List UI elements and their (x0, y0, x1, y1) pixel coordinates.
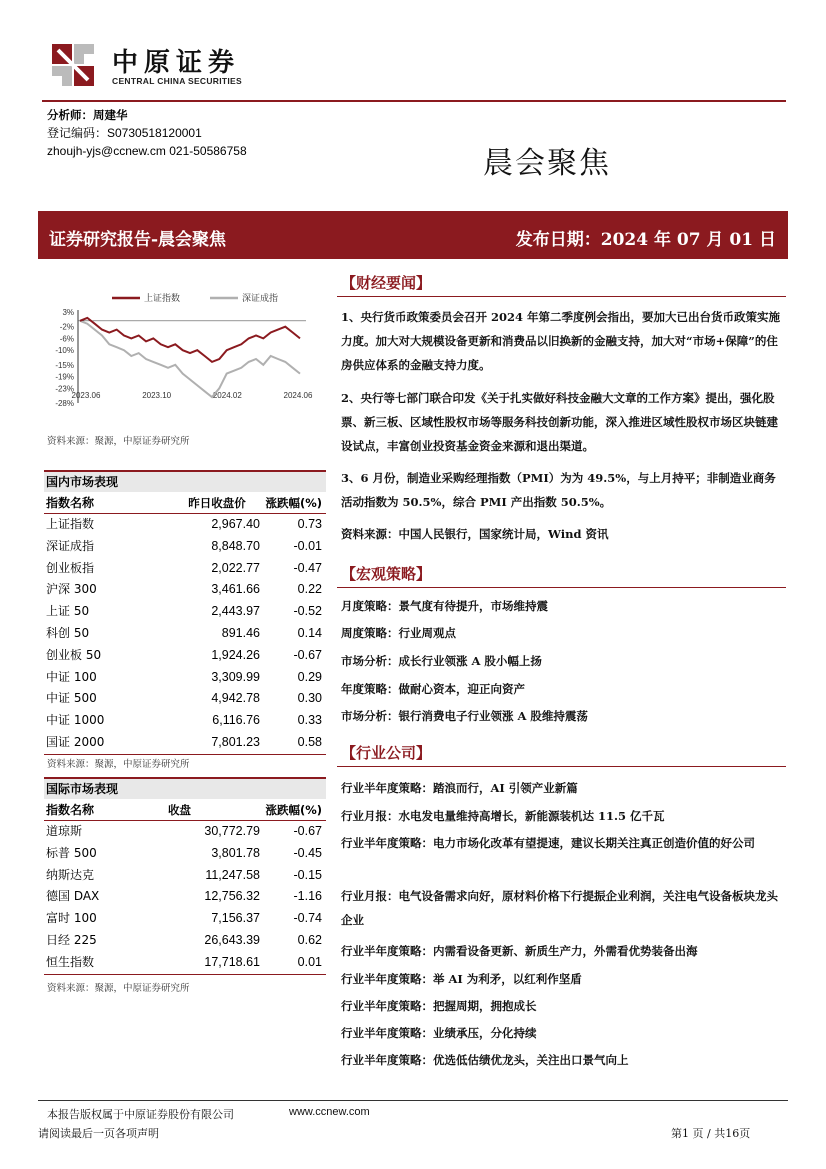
industry-item-4: 行业月报：电气设备需求向好，原材料价格下行提振企业利润，关注电气设备板块龙头企业 (341, 889, 778, 927)
domestic-table-header (44, 492, 326, 514)
index-name-cell: 德国 DAX (46, 889, 100, 904)
news-item-2: 2、央行等七部门联合印发《关于扎实做好科技金融大文章的工作方案》提出，强化股票、新三板、区域性股权市场等服务科技创新功能，深入推进区域性股权市场区块链建设试点，丰富创业投资基金资金来源和退出渠道。 (341, 391, 778, 453)
table-row (44, 843, 326, 865)
section-divider (337, 766, 786, 767)
footer-copyright: 本报告版权属于中原证券股份有限公司 (47, 1108, 234, 1121)
close-value-cell: 3,461.66 (211, 582, 260, 597)
footer-disclaimer: 请阅读最后一页各项声明 (38, 1127, 159, 1140)
index-name-cell: 富时 100 (46, 911, 97, 926)
table-row (44, 514, 326, 536)
index-name-cell: 科创 50 (46, 625, 90, 640)
index-name-cell: 中证 100 (46, 669, 97, 684)
y-tick-label: -23% (55, 384, 74, 394)
y-tick-label: -28% (55, 399, 74, 408)
index-name-cell: 上证 50 (46, 604, 90, 619)
change-cell: -0.52 (293, 604, 322, 619)
close-value-cell: 17,718.61 (204, 954, 260, 969)
table-bottom-rule (44, 974, 326, 975)
y-tick-label: -2% (59, 322, 74, 332)
index-name-cell: 国证 2000 (46, 734, 105, 749)
industry-item-2: 行业月报：水电发电量维持高增长，新能源装机达 11.5 亿千瓦 (341, 809, 665, 823)
analyst-contact: zhoujh-yjs@ccnew.cm 021-50586758 (47, 144, 247, 158)
close-value-cell: 3,309.99 (211, 669, 260, 684)
x-tick-label: 2023.10 (142, 391, 172, 400)
footer-page-number: 第1 页 / 共16页 (671, 1127, 751, 1140)
close-value-cell: 7,801.23 (211, 734, 260, 749)
index-name-cell: 上证指数 (46, 517, 95, 531)
logo-mark-icon (48, 40, 98, 90)
close-value-cell: 1,924.26 (211, 647, 260, 662)
international-source: 资料来源：聚源，中原证券研究所 (47, 983, 190, 994)
change-cell: -0.47 (293, 560, 322, 575)
y-tick-label: -6% (59, 334, 74, 344)
table-row (44, 710, 326, 732)
index-name-cell: 恒生指数 (46, 954, 95, 969)
macro-item-3: 市场分析：成长行业领涨 A 股小幅上扬 (341, 654, 542, 668)
change-cell: -0.15 (293, 867, 322, 882)
change-cell: -0.01 (293, 538, 322, 553)
table-row (44, 536, 326, 558)
close-value-cell: 7,156.37 (211, 911, 260, 926)
header-divider (42, 100, 786, 102)
industry-item-7: 行业半年度策略：把握周期，拥抱成长 (341, 999, 537, 1013)
table-row (44, 579, 326, 601)
index-name-cell: 标普 500 (46, 845, 97, 860)
change-cell: -1.16 (293, 889, 322, 904)
close-value-cell: 8,848.70 (211, 538, 260, 553)
news-item-1: 1、央行货币政策委员会召开 2024 年第二季度例会指出，要加大已出台货币政策实施力度。加大对大规模设备更新和消费品以旧换新的金融支持，加大对“市场+保障”的住房供应体系的金融支持力度。 (341, 310, 781, 372)
change-cell: -0.67 (293, 824, 322, 838)
industry-item-1: 行业半年度策略：踏浪而行，AI 引领产业新篇 (341, 781, 578, 795)
index-name-cell: 沪深 300 (46, 582, 97, 597)
change-cell: 0.01 (297, 954, 322, 969)
close-value-cell: 6,116.76 (212, 713, 260, 728)
table-row (44, 952, 326, 974)
publish-date: 发布日期：2024 年 07 月 01 日 (515, 230, 776, 250)
table-row (44, 558, 326, 580)
index-name-cell: 纳斯达克 (46, 867, 95, 882)
macro-heading: 【宏观策略】 (341, 565, 432, 583)
header-index-name: 指数名称 (46, 496, 95, 510)
close-value-cell: 30,772.79 (204, 824, 260, 838)
chart-source: 资料来源：聚源，中原证券研究所 (47, 436, 190, 447)
macro-item-5: 市场分析：银行消费电子行业领涨 A 股维持震荡 (341, 709, 588, 723)
close-value-cell: 2,443.97 (211, 604, 260, 619)
index-name-cell: 创业板指 (46, 560, 95, 575)
y-tick-label: -10% (55, 346, 74, 356)
analyst-registration: 登记编码：S0730518120001 (47, 126, 202, 140)
logo-name-cn: 中原证券 (112, 48, 241, 78)
table-row (44, 732, 326, 754)
industry-item-9: 行业半年度策略：优选低估绩优龙头，关注出口景气向上 (341, 1053, 629, 1067)
section-divider (337, 296, 786, 297)
table-row (44, 688, 326, 710)
domestic-table-title: 国内市场表现 (44, 470, 326, 492)
change-cell: -0.45 (293, 845, 322, 860)
index-name-cell: 创业板 50 (46, 647, 102, 662)
change-cell: -0.67 (293, 647, 322, 662)
header-close: 昨日收盘价 (188, 496, 246, 510)
close-value-cell: 4,942.78 (211, 691, 260, 706)
analyst-info (47, 106, 247, 160)
x-tick-label: 2024.02 (212, 391, 242, 400)
index-name-cell: 日经 225 (46, 932, 97, 947)
domestic-market-table (44, 470, 326, 755)
index-chart-svg (44, 286, 322, 411)
change-cell: 0.14 (297, 625, 322, 640)
header-close: 收盘 (168, 803, 191, 817)
index-name-cell: 道琼斯 (46, 824, 83, 838)
x-tick-label: 2024.06 (283, 391, 313, 400)
macro-item-2: 周度策略：行业周观点 (341, 626, 456, 640)
table-row (44, 601, 326, 623)
header-index-name: 指数名称 (46, 803, 95, 817)
change-cell: 0.33 (297, 713, 322, 728)
table-row (44, 930, 326, 952)
y-tick-label: -19% (55, 372, 74, 382)
news-source: 资料来源：中国人民银行，国家统计局，Wind 资讯 (341, 527, 609, 541)
y-tick-label: 3% (62, 308, 74, 317)
close-value-cell: 11,247.58 (205, 867, 260, 882)
x-tick-label: 2023.06 (71, 391, 101, 400)
change-cell: 0.73 (297, 517, 322, 531)
analyst-name: 分析师：周建华 (47, 108, 128, 122)
series-line-上证指数 (80, 318, 300, 362)
macro-item-4: 年度策略：做耐心资本，迎正向资产 (341, 682, 525, 696)
close-value-cell: 12,756.32 (204, 889, 260, 904)
series-line-深证成指 (80, 321, 300, 397)
news-item-3: 3、6 月份，制造业采购经理指数（PMI）为为 49.5%，与上月持平；非制造业商务活动指数为 50.5%，综合 PMI 产出指数 50.5%。 (341, 471, 776, 509)
footer-website[interactable]: www.ccnew.com (289, 1106, 370, 1118)
table-bottom-rule (44, 754, 326, 755)
industry-item-6: 行业半年度策略：举 AI 为利矛，以红利作坚盾 (341, 972, 582, 986)
report-banner (38, 211, 788, 259)
international-table-title: 国际市场表现 (44, 777, 326, 799)
index-name-cell: 深证成指 (46, 538, 95, 553)
table-row (44, 645, 326, 667)
change-cell: 0.62 (297, 932, 322, 947)
finance-news-heading: 【财经要闻】 (341, 274, 432, 292)
company-logo (48, 40, 268, 90)
section-divider (337, 587, 786, 588)
international-table-header (44, 799, 326, 821)
close-value-cell: 2,967.40 (211, 517, 260, 531)
change-cell: 0.58 (297, 734, 322, 749)
y-tick-label: -15% (55, 360, 74, 370)
index-name-cell: 中证 500 (46, 691, 97, 706)
table-row (44, 886, 326, 908)
header-change: 涨跌幅(%) (265, 496, 322, 510)
macro-item-1: 月度策略：景气度有待提升，市场维持震 (341, 599, 548, 613)
change-cell: 0.30 (297, 691, 322, 706)
industry-item-3: 行业半年度策略：电力市场化改革有望提速，建议长期关注真正创造价值的好公司 (341, 836, 755, 850)
close-value-cell: 891.46 (221, 625, 260, 640)
table-row (44, 667, 326, 689)
industry-item-5: 行业半年度策略：内需看设备更新、新质生产力，外需看优势装备出海 (341, 944, 698, 958)
index-name-cell: 中证 1000 (46, 713, 105, 728)
table-row (44, 908, 326, 930)
change-cell: -0.74 (293, 911, 322, 926)
table-row (44, 865, 326, 887)
change-cell: 0.29 (297, 669, 322, 684)
close-value-cell: 2,022.77 (211, 560, 260, 575)
industry-heading: 【行业公司】 (341, 744, 432, 762)
report-type: 证券研究报告-晨会聚焦 (49, 230, 227, 250)
international-market-table (44, 777, 326, 975)
legend-label: 深证成指 (242, 294, 279, 304)
logo-name-en: CENTRAL CHINA SECURITIES (112, 76, 242, 86)
footer-divider (38, 1100, 788, 1101)
index-chart (44, 286, 322, 411)
close-value-cell: 26,643.39 (204, 932, 260, 947)
table-row (44, 623, 326, 645)
domestic-source: 资料来源：聚源，中原证券研究所 (47, 759, 190, 770)
table-row (44, 821, 326, 843)
change-cell: 0.22 (297, 582, 322, 597)
document-title: 晨会聚焦 (483, 146, 611, 181)
header-change: 涨跌幅(%) (265, 803, 322, 817)
legend-label: 上证指数 (144, 294, 181, 304)
industry-item-8: 行业半年度策略：业绩承压，分化持续 (341, 1026, 537, 1040)
close-value-cell: 3,801.78 (211, 845, 260, 860)
